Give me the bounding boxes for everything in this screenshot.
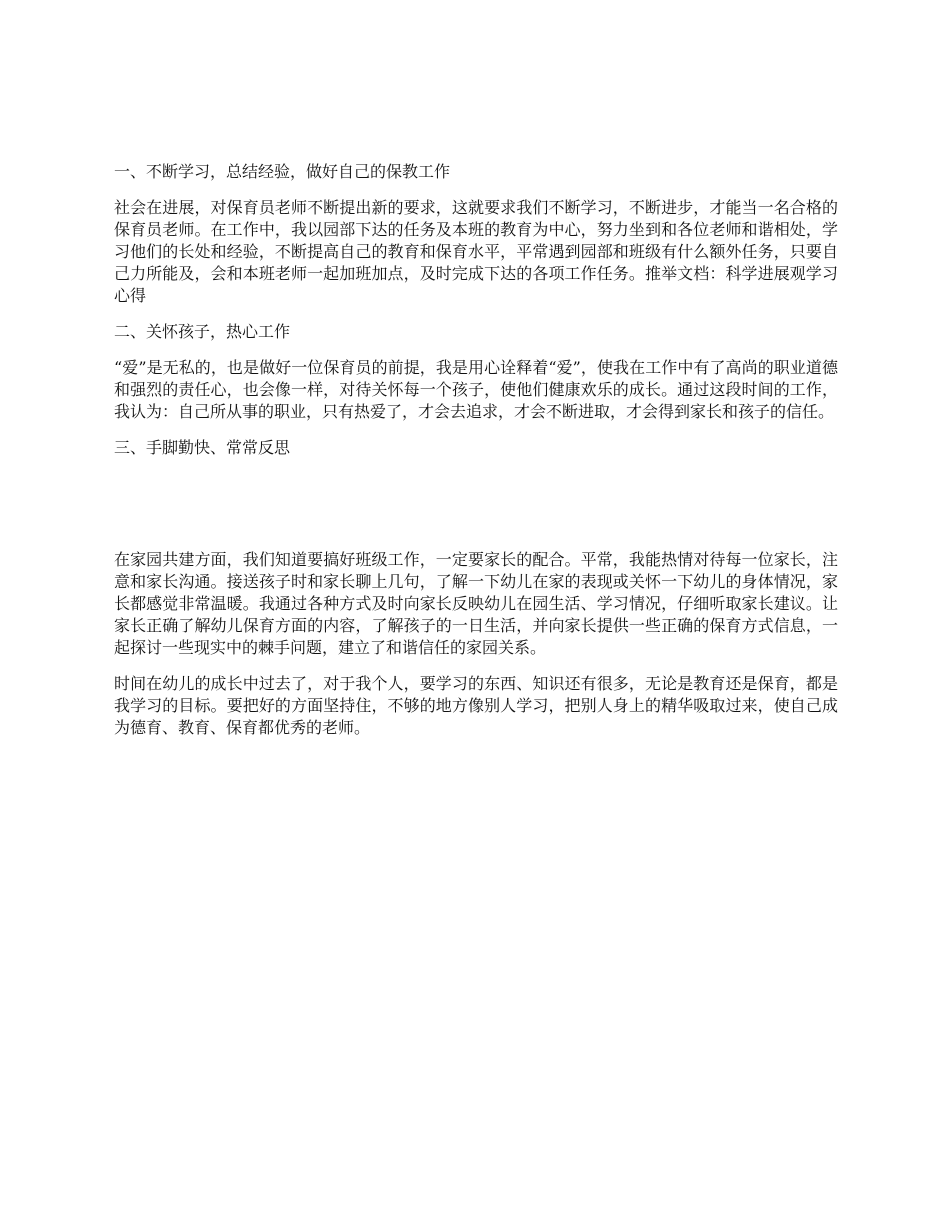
section-heading-2: 二、关怀孩子，热心工作: [114, 322, 291, 341]
paragraph-conclusion: 时间在幼儿的成长中过去了，对于我个人，要学习的东西、知识还有很多，无论是教育还是保育，都是我学习的目标。要把好的方面坚持住，不够的地方像别人学习，把别人身上的精华吸取过来，使自己成为德育、教育、保育都优秀的老师。: [114, 674, 838, 737]
section-body-2: “爱”是无私的，也是做好一位保育员的前提，我是用心诠释着“爱”，使我在工作中有了高尚的职业道德和强烈的责任心，也会像一样，对待关怀每一个孩子，使他们健康欢乐的成长。通过这段时间的工作，我认为：自己所从事的职业，只有热爱了，才会去追求，才会不断进取，才会得到家长和孩子的信任。: [114, 358, 838, 421]
section-body-1: 社会在进展，对保育员老师不断提出新的要求，这就要求我们不断学习，不断进步，才能当一名合格的保育员老师。在工作中，我以园部下达的任务及本班的教育为中心，努力坐到和各位老师和谐相处，学习他们的长处和经验，不断提高自己的教育和保育水平，平常遇到园部和班级有什么额外任务，只要自己力所能及，会和本班老师一起加班加点，及时完成下达的各项工作任务。推举文档：科学进展观学习心得: [114, 198, 838, 305]
paragraph-home-school: 在家园共建方面，我们知道要搞好班级工作，一定要家长的配合。平常，我能热情对待每一位家长，注意和家长沟通。接送孩子时和家长聊上几句，了解一下幼儿在家的表现或关怀一下幼儿的身体情况，家长都感觉非常温暖。我通过各种方式及时向家长反映幼儿在园生活、学习情况，仔细听取家长建议。让家长正确了解幼儿保育方面的内容，了解孩子的一日生活，并向家长提供一些正确的保育方式信息，一起探讨一些现实中的棘手问题，建立了和谐信任的家园关系。: [114, 550, 838, 657]
section-heading-3: 三、手脚勤快、常常反思: [114, 438, 291, 457]
blank-space: [114, 473, 838, 549]
section-heading-1: 一、不断学习，总结经验，做好自己的保教工作: [114, 162, 451, 181]
document-page: [114, 161, 838, 753]
